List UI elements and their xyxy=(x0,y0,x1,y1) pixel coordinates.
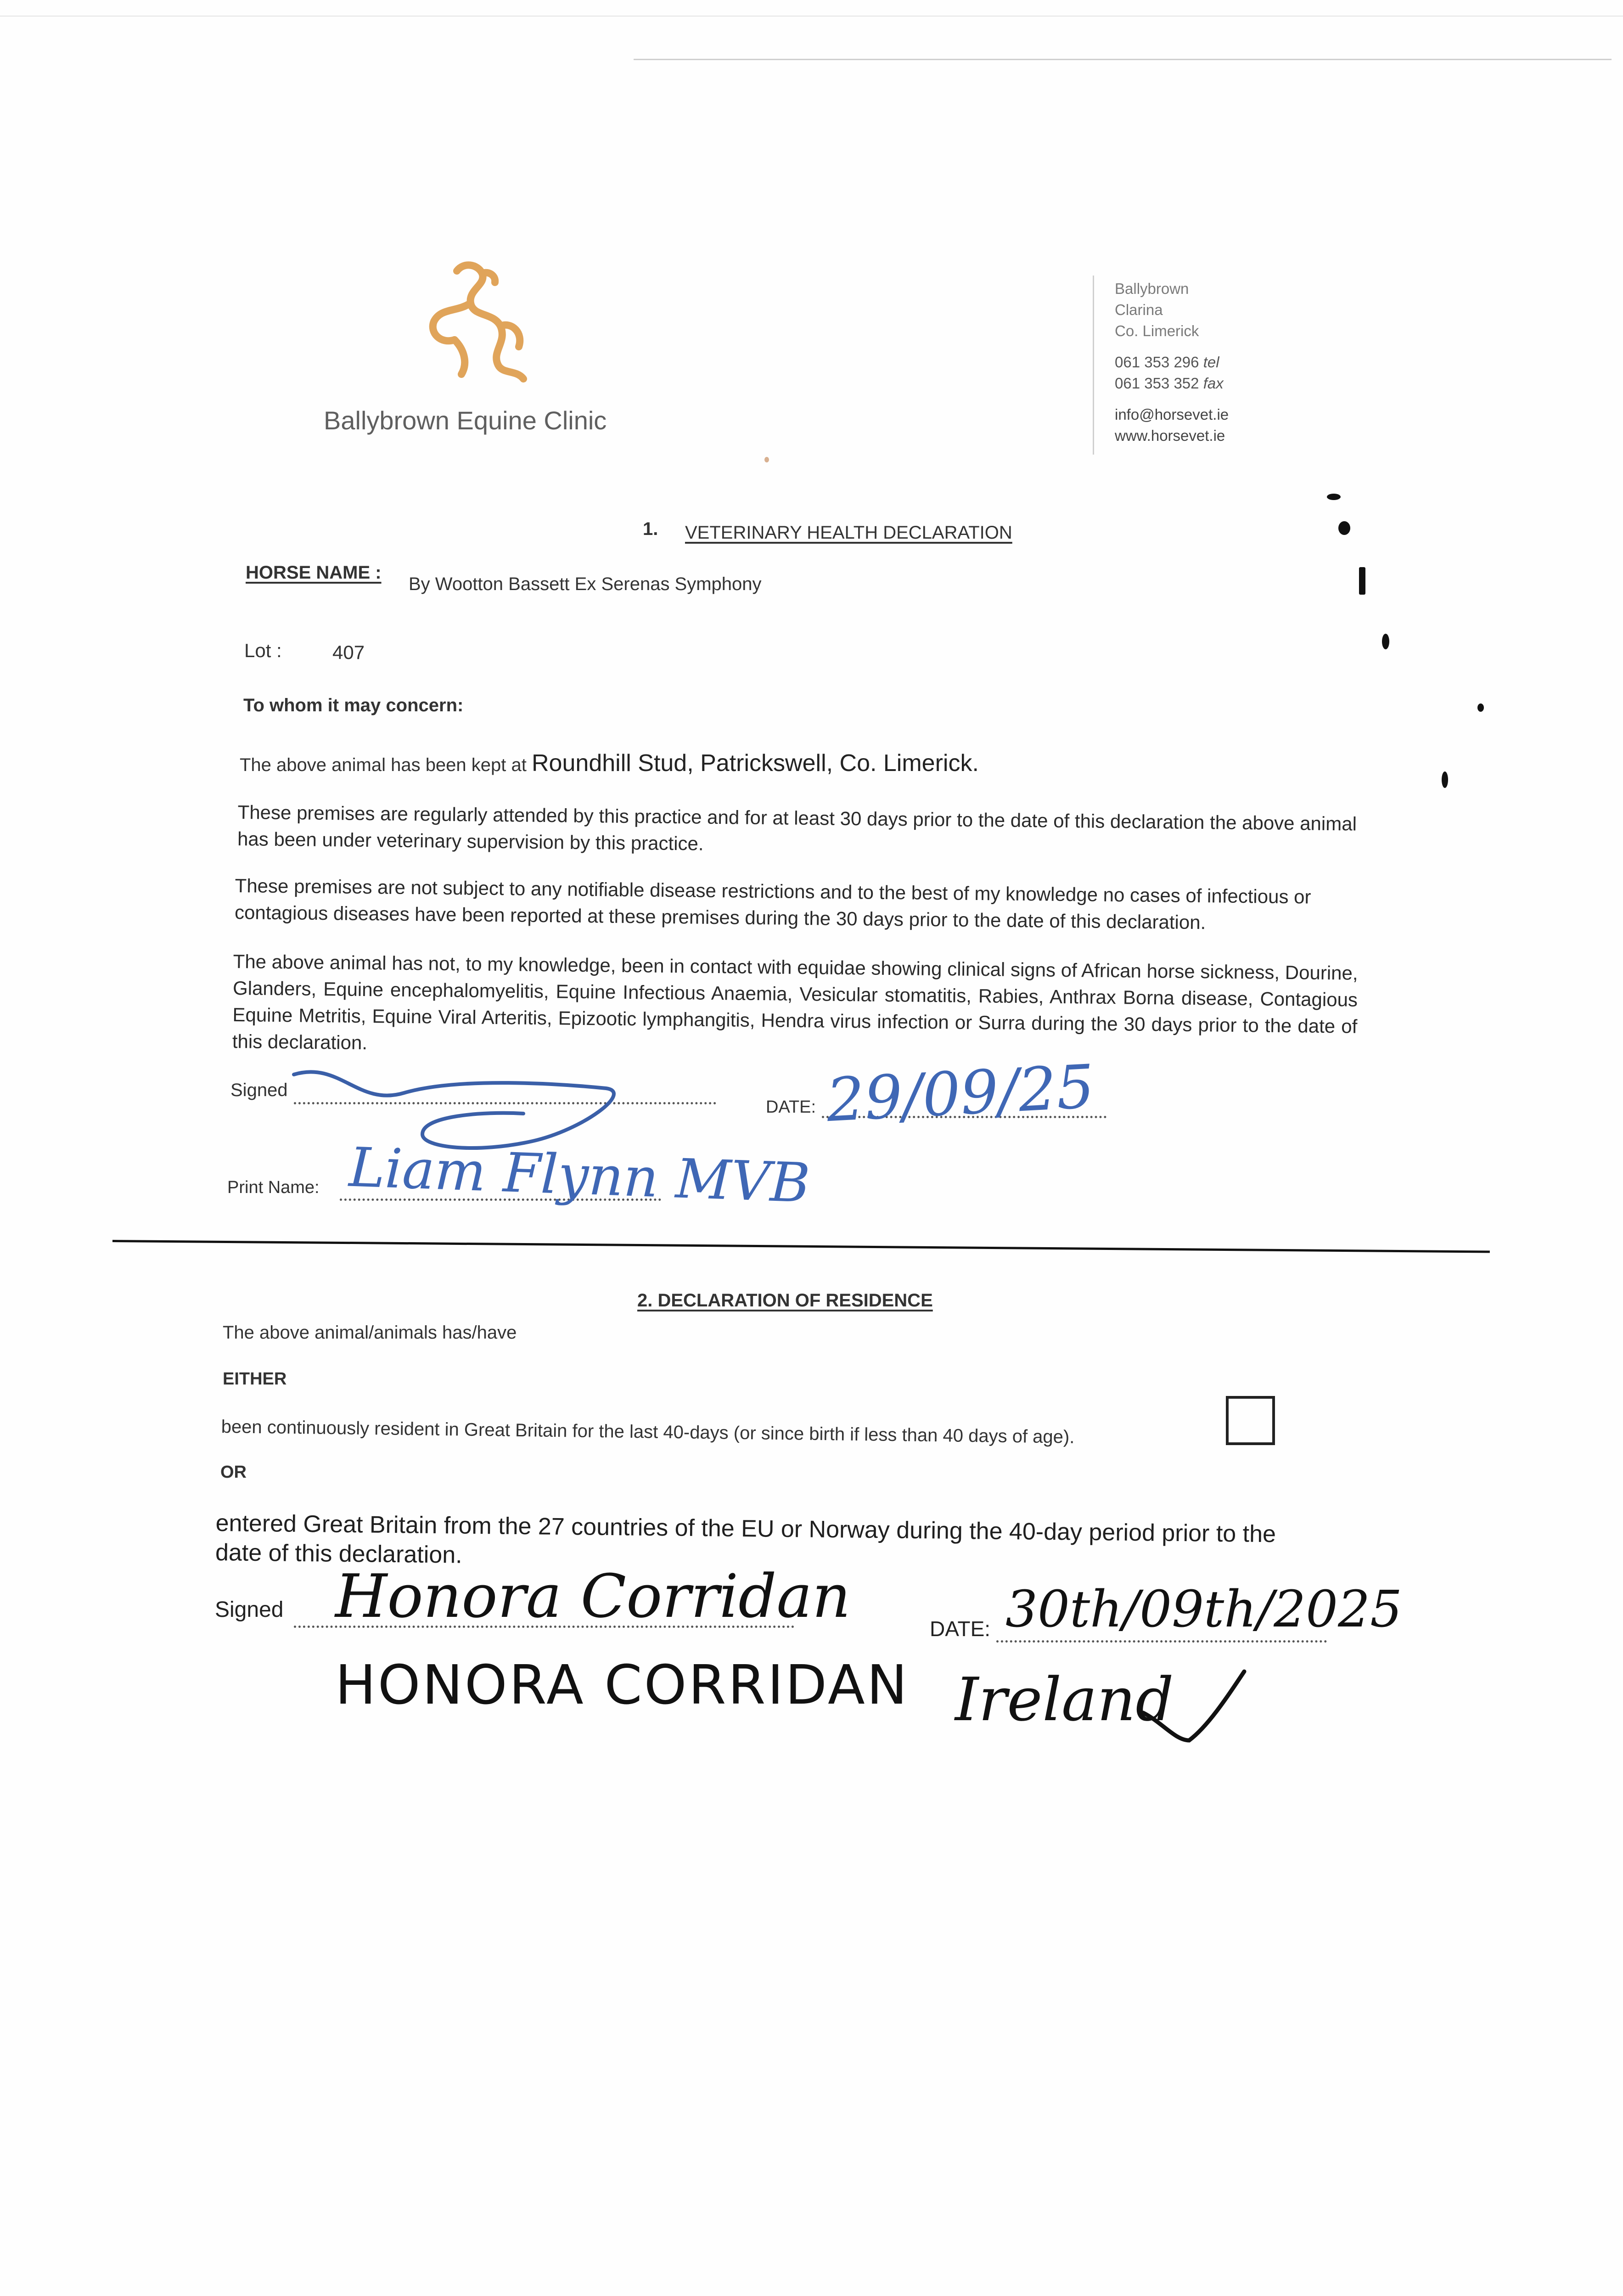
section2-title: 2. DECLARATION OF RESIDENCE xyxy=(637,1290,933,1311)
clinic-address xyxy=(1115,278,1229,446)
date-line-2 xyxy=(996,1640,1327,1643)
scan-line xyxy=(634,59,1612,60)
either-label: EITHER xyxy=(223,1369,287,1389)
print-name-value: Liam Flynn MVB xyxy=(348,1135,811,1215)
scan-speck xyxy=(1382,634,1389,649)
section1-number: 1. xyxy=(643,519,658,539)
option-entered-gb: entered Great Britain from the 27 countries of the EU or Norway during the 40-day period prior to the date of this declaration. xyxy=(215,1509,1276,1569)
scan-speck xyxy=(1442,771,1448,788)
country-note: Ireland xyxy=(955,1665,1174,1734)
lot-value: 407 xyxy=(332,642,365,663)
clinic-name: Ballybrown Equine Clinic xyxy=(324,406,607,435)
kept-at-location: Roundhill Stud, Patrickswell, Co. Limerick. xyxy=(532,750,979,777)
residence-intro: The above animal/animals has/have xyxy=(223,1322,517,1343)
address-line-2: Clarina xyxy=(1115,301,1163,318)
paragraph-contact: The above animal has not, to my knowledge, been in contact with equidae showing clinical signs of African horse sickness, Dourine, Glanders, Equine encephalomyelitis, Equine Infectious Anaemia, Vesicular stomatitis, Rabies, Anthrax Borna disease, Contagious Equine Metritis, Equine Viral Arteritis, Epizootic lymphangitis, Hendra virus infection or Surra during the 30 days prior to the date of this declaration. xyxy=(232,950,1358,1054)
address-line-1: Ballybrown xyxy=(1115,280,1189,297)
lot-label: Lot : xyxy=(244,640,282,661)
date-value-1: 29/09/25 xyxy=(825,1051,1096,1136)
horse-name-value: By Wootton Bassett Ex Serenas Symphony xyxy=(409,574,762,594)
scan-speck xyxy=(1477,703,1484,712)
owner-signature: Honora Corridan xyxy=(335,1561,851,1631)
kept-at-prefix: The above animal has been kept at xyxy=(240,755,527,775)
scan-edge-top xyxy=(0,16,1623,17)
owner-printed-name: HONORA CORRIDAN xyxy=(335,1653,910,1716)
clinic-email: info@horsevet.ie xyxy=(1115,406,1229,423)
signed-label-1: Signed xyxy=(230,1080,288,1100)
scan-speck xyxy=(1338,521,1350,535)
clinic-website: www.horsevet.ie xyxy=(1115,427,1225,444)
scan-speck xyxy=(1327,494,1341,500)
or-label: OR xyxy=(220,1463,247,1482)
section-divider xyxy=(112,1240,1490,1253)
clinic-tel: 061 353 296 xyxy=(1115,354,1199,371)
address-line-3: Co. Limerick xyxy=(1115,322,1199,339)
paragraph-restrictions: These premises are not subject to any notifiable disease restrictions and to the best of my knowledge no cases of infectious or contagious diseases have been reported at these premises during the 30 days prior to the date of this declaration. xyxy=(234,874,1311,934)
option-continuous-residence: been continuously resident in Great Britain for the last 40-days (or since birth if less than 40 days of age). xyxy=(221,1417,1075,1447)
horse-logo-icon xyxy=(413,253,537,395)
section1-title: VETERINARY HEALTH DECLARATION xyxy=(685,523,1012,543)
address-divider xyxy=(1093,276,1094,455)
salutation: To whom it may concern: xyxy=(243,695,464,715)
paragraph-supervision: These premises are regularly attended by this practice and for at least 30 days prior to the date of this declaration the above animal has been under veterinary supervision by this practice. xyxy=(237,801,1357,855)
horse-name-label: HORSE NAME : xyxy=(246,563,382,583)
date-label-1: DATE: xyxy=(766,1097,816,1117)
tick-mark-icon xyxy=(1134,1662,1253,1754)
scan-speck xyxy=(764,457,769,462)
scan-speck xyxy=(1359,567,1365,595)
tel-label: tel xyxy=(1203,354,1219,371)
clinic-fax: 061 353 352 xyxy=(1115,375,1199,392)
kept-at-line xyxy=(240,749,979,777)
date-value-2: 30th/09th/2025 xyxy=(1005,1580,1403,1638)
fax-label: fax xyxy=(1203,375,1224,392)
date-label-2: DATE: xyxy=(930,1617,991,1641)
residence-checkbox[interactable] xyxy=(1226,1396,1275,1445)
signed-label-2: Signed xyxy=(215,1598,284,1622)
print-name-label: Print Name: xyxy=(227,1178,320,1197)
